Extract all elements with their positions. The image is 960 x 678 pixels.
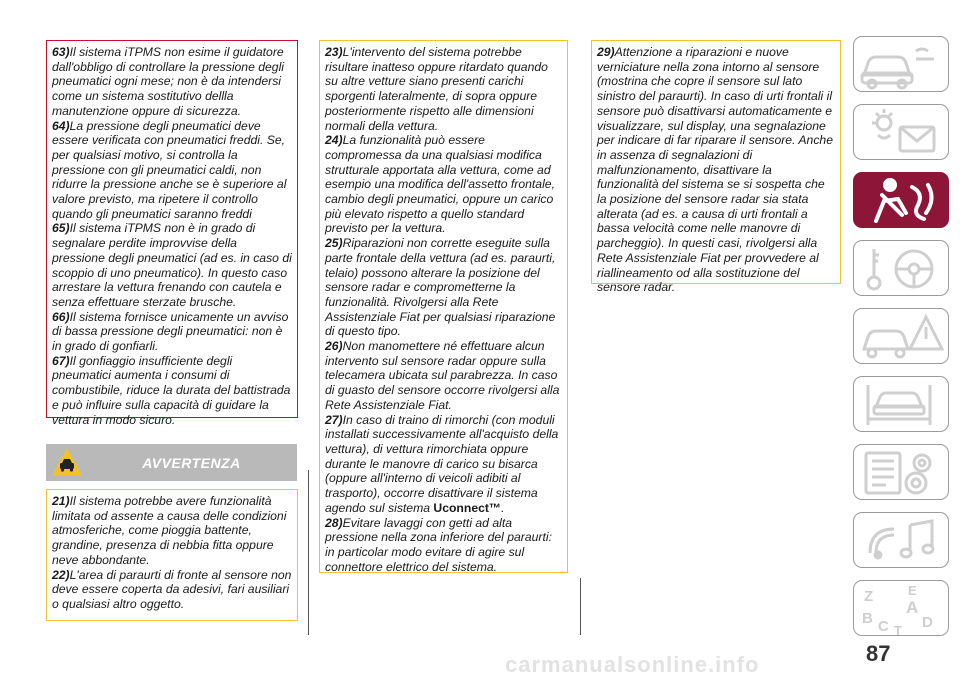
column-divider [308, 470, 309, 635]
note-text: La pressione degli pneumatici deve essere verificata con pneumatici freddi. Se, per qualsiasi motivo, si controlla la pressione con gli pneumatici caldi, non ridurre la pressione anche se è superiore al valore previsto, ma ripetere il controllo quando gli pneumatici saranno freddi [52, 118, 287, 221]
note-paragraph [52, 221, 292, 309]
tab-car-lift[interactable] [853, 376, 949, 432]
note-text: Il sistema potrebbe avere funzionalità limitata od assente a causa delle condizioni atmosferiche, come pioggia battente, grandine, presenza di nebbia fitta oppure neve abbondante. [52, 494, 287, 567]
warning-header [46, 444, 297, 481]
note-number: 64) [52, 118, 70, 133]
note-number: 22) [52, 567, 70, 582]
note-paragraph [325, 236, 562, 339]
left-column-box [46, 40, 298, 427]
dashboard-lights-icon [854, 105, 950, 161]
car-icon [854, 37, 950, 93]
note-text: Non manomettere né effettuare alcun intervento sul sensore radar oppure sulla telecamera ubicata sul parabrezza. In caso di guasto del sensore occorre rivolgersi alla Rete Assistenziale Fiat. [325, 339, 560, 412]
note-number: 26) [325, 339, 343, 354]
note-text: L'intervento del sistema potrebbe risultare inatteso oppure ritardato quando su altre vetture siano presenti carichi sporgenti lateralmente, di sopra oppure posteriormente rispetto alle dimensioni normali della vettura. [325, 45, 548, 133]
tab-key-steering[interactable] [853, 240, 949, 296]
car-lift-icon [854, 377, 950, 433]
tab-emergency[interactable] [853, 308, 949, 364]
note-paragraph [52, 568, 292, 612]
right-column-box [591, 40, 841, 295]
middle-column-box [319, 40, 568, 573]
note-number: 24) [325, 133, 343, 148]
note-number: 28) [325, 515, 343, 530]
note-paragraph [325, 413, 562, 516]
note-number: 21) [52, 494, 70, 508]
note-bold-term: Uconnect™ [433, 500, 502, 515]
note-text: In caso di traino di rimorchi (con moduli installati successivamente all'acquisto della vettura), di vettura rimorchiata oppure durante le manovre di carico su bisarca (oppure all'interno di veicoli adibiti al trasporto), occorre disattivare il sistema agendo sul sistema [325, 412, 559, 515]
tab-safety[interactable] [853, 172, 949, 228]
note-paragraph [325, 45, 562, 133]
note-paragraph [52, 45, 292, 119]
note-paragraph [52, 119, 292, 222]
safety-airbag-icon [854, 173, 950, 229]
note-paragraph [325, 516, 562, 575]
tab-technical-data[interactable] [853, 444, 949, 500]
index-letter: T [894, 623, 902, 637]
emergency-car-icon [854, 309, 950, 365]
index-letter: B [862, 610, 873, 627]
note-paragraph [325, 133, 562, 236]
note-number: 66) [52, 309, 70, 324]
tab-index[interactable] [853, 580, 949, 636]
index-icon [854, 581, 950, 637]
note-number: 63) [52, 45, 70, 59]
note-paragraph [597, 45, 835, 295]
note-paragraph [325, 339, 562, 413]
note-number: 67) [52, 353, 70, 368]
note-number: 29) [597, 45, 615, 59]
watermark: carmanualsonline.info [505, 652, 760, 677]
note-number: 25) [325, 236, 343, 251]
note-text: Riparazioni non corrette eseguite sulla parte frontale della vettura (ad es. paraurti, telaio) possono alterare la posizione del sensore radar e comprometterne la funzionalità. Rivolgersi alla Rete Assistenziale Fiat per qualsiasi riparazione di questo tipo. [325, 236, 556, 339]
tab-dashboard-lights[interactable] [853, 104, 949, 160]
multimedia-icon [854, 513, 950, 569]
note-paragraph [52, 354, 292, 428]
note-number: 23) [325, 45, 343, 59]
note-number: 65) [52, 221, 70, 236]
note-tail: . [501, 500, 505, 515]
note-text: Il sistema iTPMS non esime il guidatore dall'obbligo di controllare la pressione degli pneumatici ogni mese; non è da intendersi come un sistema sostitutivo dellla manutenzione oppure di sicurezza. [52, 45, 285, 118]
technical-data-icon [854, 445, 950, 501]
index-letter: A [906, 598, 919, 617]
tab-car[interactable] [853, 36, 949, 92]
index-letter: D [922, 614, 933, 631]
note-text: Attenzione a riparazioni e nuove verniciature nella zona intorno al sensore (mostrina che copre il sensore sul lato sinistro del paraurti). In caso di urti frontali il sensore può disattivarsi automaticamente e visualizzare, sul display, una segnalazione per indicare di far riparare il sensore. Anche in assenza di segnalazioni di malfunzionamento, disattivare la funzionalità del sistema se si sospetta che la posizione del sensore radar sia stata alterata (ad es. a causa di urti frontali a bassa velocità come nelle manovre di parcheggio). In questi casi, rivolgersi alla Rete Assistenziale Fiat per provvedere al riallineamento od alla sostituzione del sensore radar. [597, 45, 833, 295]
index-letter: C [878, 618, 889, 635]
warning-box [46, 489, 298, 621]
key-steering-wheel-icon [854, 241, 950, 297]
tab-multimedia[interactable] [853, 512, 949, 568]
note-text: Evitare lavaggi con getti ad alta pressione nella zona inferiore del paraurti: in particolar modo evitare di agire sul connettore elettrico del sistema. [325, 515, 552, 574]
note-paragraph [52, 494, 292, 568]
note-text: Il sistema iTPMS non è in grado di segnalare perdite improvvise della pressione degli pneumatici (ad es. in caso di scoppio di uno pneumatico). In questo caso arrestare la vettura frenando con cautela e senza effettuare sterzate brusche. [52, 221, 292, 309]
note-number: 27) [325, 412, 343, 427]
note-text: Il sistema fornisce unicamente un avviso di bassa pressione degli pneumatici: non è in grado di gonfiarli. [52, 309, 289, 354]
note-text: Il gonfiaggio insufficiente degli pneumatici aumenta i consumi di combustibile, riduce la durata del battistrada e può influire sulla capacità di guidare la vettura in modo sicuro. [52, 353, 291, 427]
note-text: La funzionalità può essere compromessa da una qualsiasi modifica strutturale apportata alla vettura, come ad esempio una modifica dell'assetto frontale, cambio degli pneumatici, oppure un carico più elevato rispetto a quello standard previsto per la vettura. [325, 133, 555, 236]
index-letter: Z [864, 588, 874, 605]
page-number: 87 [866, 641, 891, 666]
note-text: L'area di paraurti di fronte al sensore non deve essere coperta da adesivi, fari ausiliari o qualsiasi altro oggetto. [52, 567, 292, 611]
warning-title: AVVERTENZA [142, 455, 241, 471]
index-letter: E [908, 583, 917, 598]
column-divider [580, 578, 581, 635]
note-paragraph [52, 310, 292, 354]
